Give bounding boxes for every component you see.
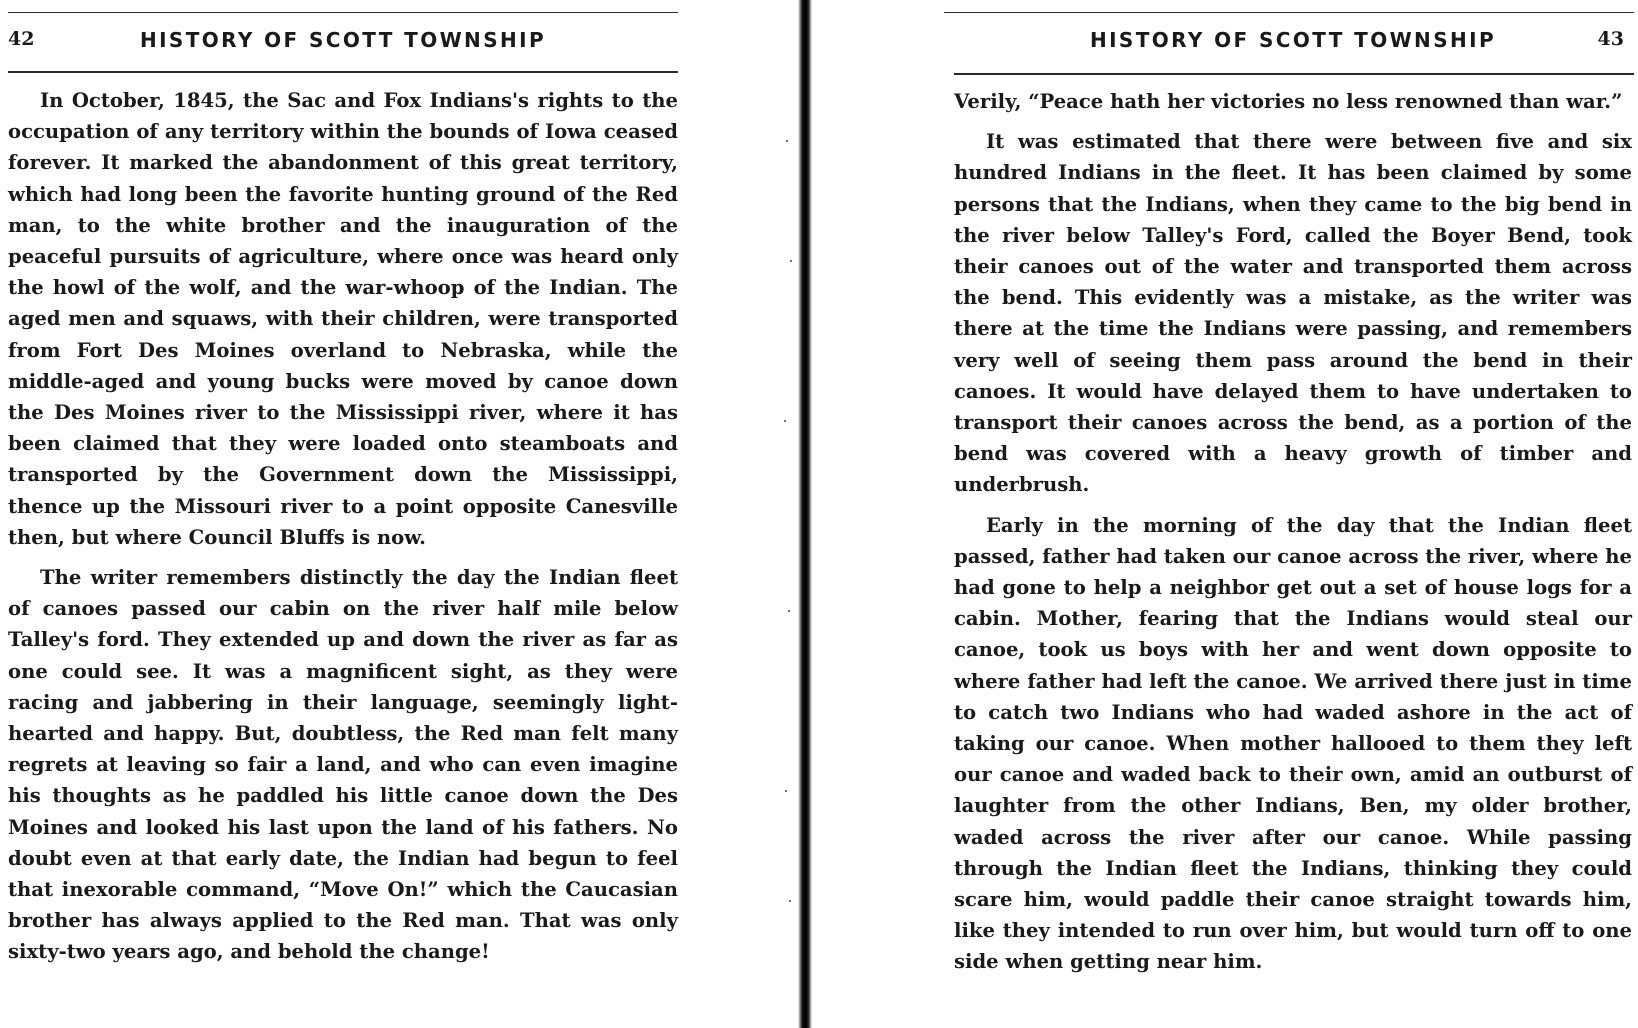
header-top-rule xyxy=(8,12,678,13)
right-page xyxy=(930,0,1638,1028)
left-page xyxy=(0,0,690,1028)
paragraph: It was estimated that there were between five and six hundred Indians in the fleet. It has been claimed by some persons that the Indians, when they came to the big bend in the river below Talley's Ford, called the Boyer Bend, took their canoes out of the water and transported them across the bend. This evidently was a mistake, as the writer was there at the time the Indians were passing, and remembers very well of seeing them pass around the bend in their canoes. It would have delayed them to have undertaken to transport their canoes across the bend, as a portion of the bend was covered with a heavy growth of timber and underbrush. xyxy=(954,130,1632,497)
paragraph: The writer remembers distinctly the day the Indian fleet of canoes passed our cabin on the river half mile below Talley's ford. They extended up and down the river as far as one could see. It was a magnificent sight, as they were racing and jabbering in their language, seemingly light-hearted and happy. But, doubtless, the Red man felt many regrets at leaving so fair a land, and who can even imagine his thoughts as he paddled his little canoe down the Des Moines and looked his last upon the land of his fathers. No doubt even at that early date, the Indian had begun to feel that inexorable command, “Move On!” which the Caucasian brother has always applied to the Red man. That was only sixty-two years ago, and behold the change! xyxy=(8,566,678,964)
scan-speck xyxy=(786,140,788,142)
paragraph: Verily, “Peace hath her victories no less renowned than war.” xyxy=(954,90,1623,113)
page-number: 42 xyxy=(8,28,35,50)
page-header xyxy=(8,24,678,60)
page-number: 43 xyxy=(1597,28,1624,50)
header-top-rule xyxy=(944,12,1634,13)
running-title: HISTORY OF SCOTT TOWNSHIP xyxy=(139,28,547,52)
page-header xyxy=(954,24,1632,60)
page-body xyxy=(954,86,1632,987)
spine-shadow xyxy=(798,0,812,1028)
header-bottom-rule xyxy=(8,71,678,73)
scan-speck xyxy=(789,900,791,902)
scan-speck xyxy=(788,610,790,612)
paragraph: Early in the morning of the day that the Indian fleet passed, father had taken our canoe across the river, where he had gone to help a neighbor get out a set of house logs for a cabin. Mother, fearing that the Indians would steal our canoe, took us boys with her and went down opposite to where father had left the canoe. We arrived there just in time to catch two Indians who had waded ashore in the act of taking our canoe. When mother hallooed to them they left our canoe and waded back to their own, amid an outburst of laughter from the other Indians, Ben, my older brother, waded across the river after our canoe. While passing through the Indian fleet the Indians, thinking they could scare him, would paddle their canoe straight towards him, like they intended to run over him, but would turn off to one side when getting near him. xyxy=(954,513,1632,974)
scan-speck xyxy=(785,790,787,792)
paragraph: In October, 1845, the Sac and Fox Indians's rights to the occupation of any territory within the bounds of Iowa ceased forever. It marked the abandonment of this great territory, which had long been the favorite hunting ground of the Red man, to the white brother and the inauguration of the peaceful pursuits of agriculture, where once was heard only the howl of the wolf, and the war-whoop of the Indian. The aged men and squaws, with their children, were transported from Fort Des Moines overland to Nebraska, while the middle-aged and young bucks were moved by canoe down the Des Moines river to the Mississippi river, where it has been claimed that they were loaded onto steamboats and transported by the Government down the Mississippi, thence up the Missouri river to a point opposite Canesville then, but where Council Bluffs is now. xyxy=(8,89,678,549)
page-body xyxy=(8,85,678,977)
book-gutter xyxy=(780,0,828,1028)
scan-speck xyxy=(784,420,786,422)
running-title: HISTORY OF SCOTT TOWNSHIP xyxy=(1089,28,1497,52)
scan-speck xyxy=(790,260,792,262)
header-bottom-rule xyxy=(954,73,1634,75)
